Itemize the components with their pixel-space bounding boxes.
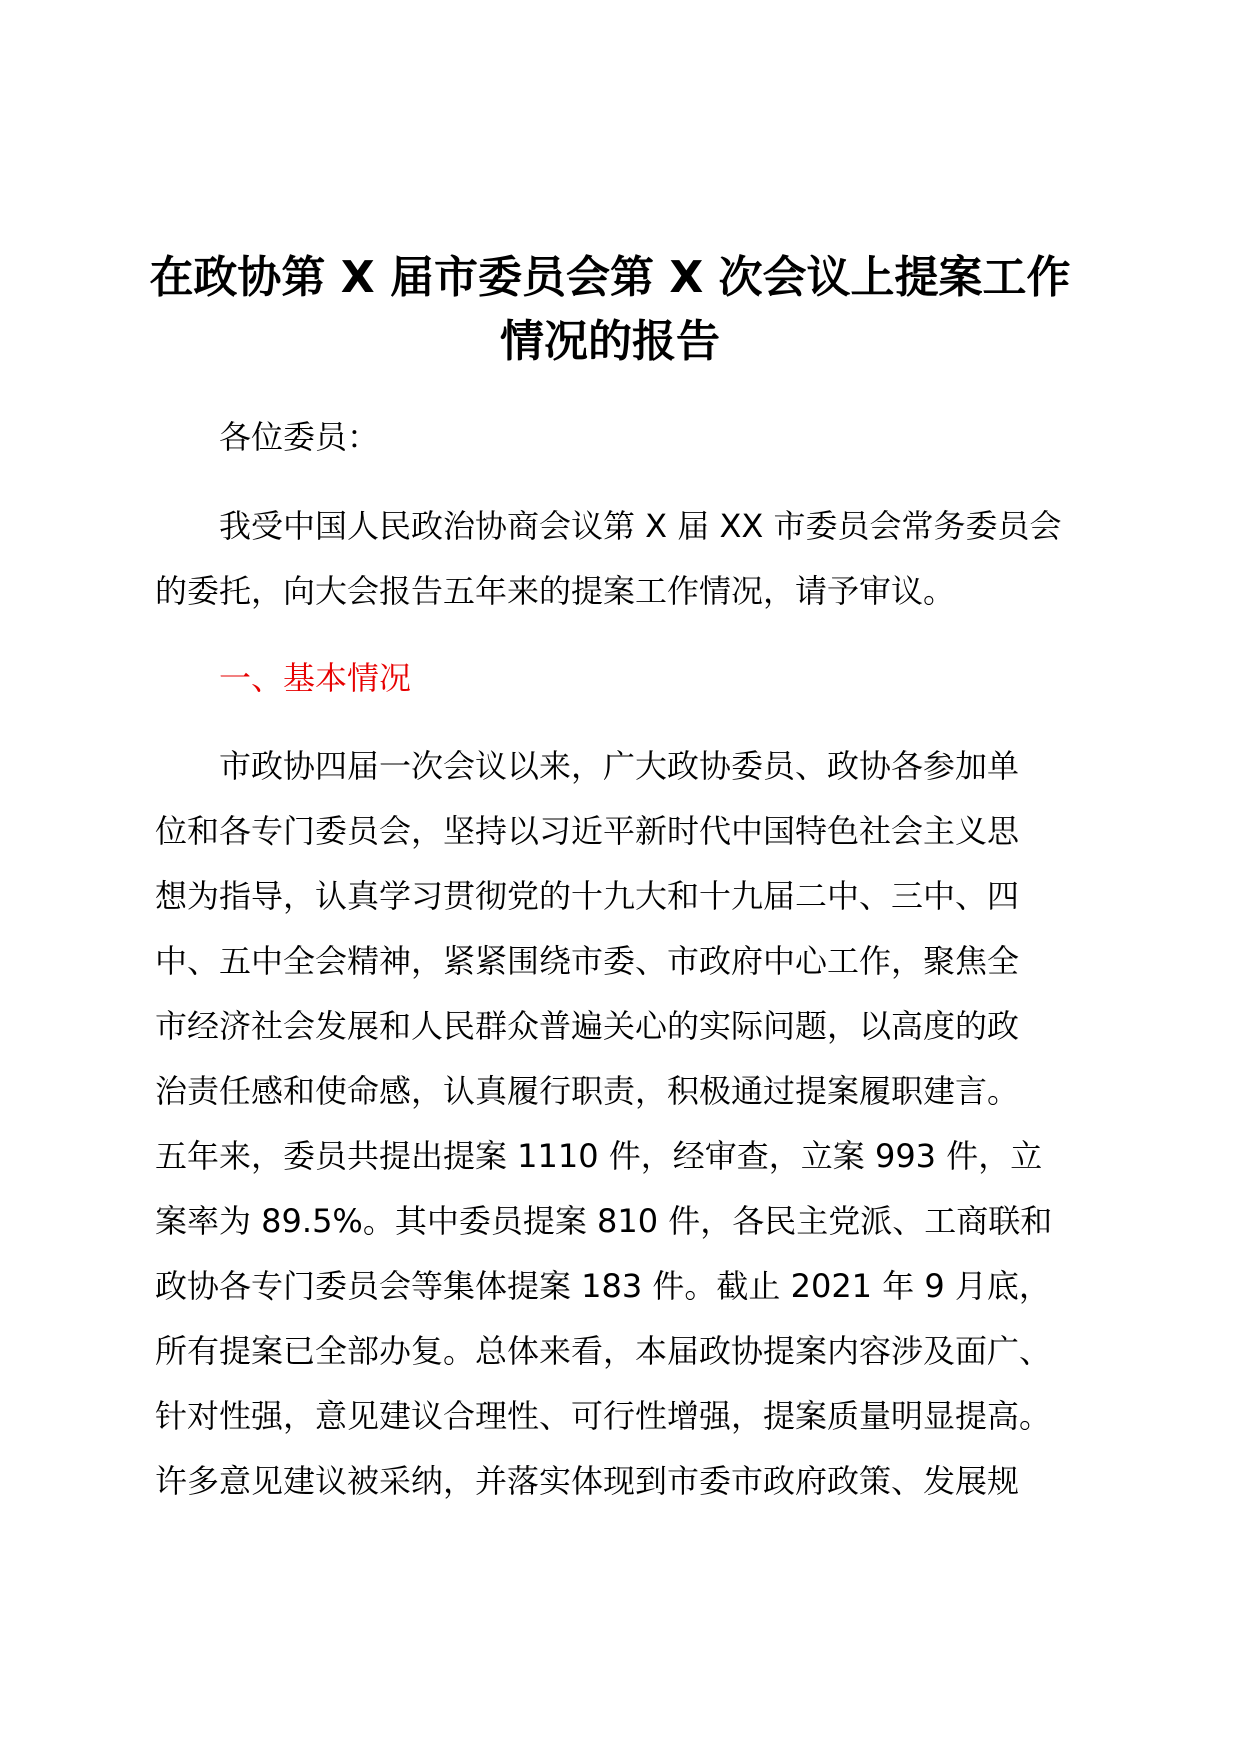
body-line-4: 中、五中全会精神，紧紧围绕市委、市政府中心工作，聚焦全: [155, 942, 1020, 980]
body-line-8: 案率为 89.5%。其中委员提案 810 件，各民主党派、工商联和: [155, 1202, 1053, 1240]
intro-line-1: 我受中国人民政治协商会议第 X 届 XX 市委员会常务委员会: [219, 507, 1062, 545]
document-title: [140, 246, 1080, 374]
salutation-text: 各位委员：: [219, 418, 380, 456]
section-heading-text: 一、基本情况: [219, 659, 412, 697]
body-line-3: 想为指导，认真学习贯彻党的十九大和十九届二中、三中、四: [155, 877, 1020, 915]
intro-paragraph: [155, 494, 1095, 624]
salutation: [155, 405, 1095, 470]
body-line-10: 所有提案已全部办复。总体来看，本届政协提案内容涉及面广、: [155, 1332, 1052, 1370]
body-line-5: 市经济社会发展和人民群众普遍关心的实际问题，以高度的政: [155, 1007, 1020, 1045]
body-line-6: 治责任感和使命感，认真履行职责，积极通过提案履职建言。: [155, 1072, 1020, 1110]
intro-line-2: 的委托，向大会报告五年来的提案工作情况，请予审议。: [155, 572, 956, 610]
body-paragraph: [155, 734, 1095, 1514]
body-line-9: 政协各专门委员会等集体提案 183 件。截止 2021 年 9 月底，: [155, 1267, 1051, 1305]
body-line-2: 位和各专门委员会，坚持以习近平新时代中国特色社会主义思: [155, 812, 1020, 850]
body-line-7: 五年来，委员共提出提案 1110 件，经审查，立案 993 件，立: [155, 1137, 1043, 1175]
section-heading: [155, 646, 1095, 711]
body-line-11: 针对性强，意见建议合理性、可行性增强，提案质量明显提高。: [155, 1397, 1052, 1435]
body-line-12: 许多意见建议被采纳，并落实体现到市委市政府政策、发展规: [155, 1462, 1020, 1500]
title-line-2: 情况的报告: [500, 316, 720, 367]
title-line-1: 在政协第 X 届市委员会第 X 次会议上提案工作: [149, 252, 1071, 303]
body-line-1: 市政协四届一次会议以来，广大政协委员、政协各参加单: [219, 747, 1020, 785]
